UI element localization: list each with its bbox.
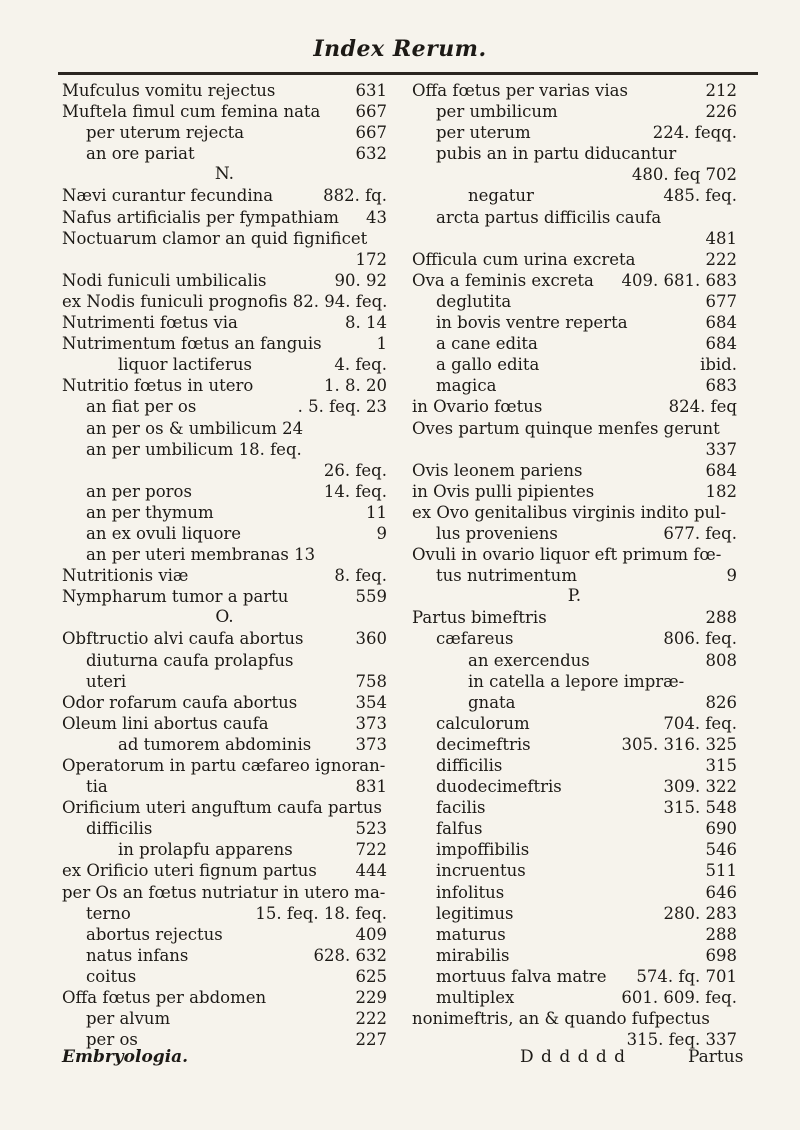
page-ref: 373 bbox=[355, 734, 387, 754]
entry-term: Nafus artificialis per fympathiam bbox=[62, 207, 339, 227]
page-ref: . 5. feq. 23 bbox=[297, 397, 387, 417]
index-entry bbox=[412, 903, 737, 924]
index-entry bbox=[62, 80, 387, 101]
page-ref: 305. 316. 325 bbox=[621, 734, 737, 754]
page-ref: 1 bbox=[376, 334, 387, 354]
index-entry bbox=[412, 80, 737, 101]
page-ref: 684 bbox=[705, 460, 737, 480]
page-ref: 4. feq. bbox=[334, 355, 387, 375]
page-ref: 684 bbox=[705, 313, 737, 333]
entry-term: natus infans bbox=[86, 945, 189, 965]
page-ref: 1. 8. 20 bbox=[324, 376, 387, 396]
index-entry bbox=[62, 945, 387, 966]
index-entry bbox=[412, 164, 737, 185]
entry-term: per uterum rejecta bbox=[86, 123, 245, 143]
entry-term: decimeftris bbox=[436, 734, 531, 754]
entry-term: Offa fœtus per varias vias bbox=[412, 81, 628, 100]
entry-term: in bovis ventre reperta bbox=[436, 313, 628, 333]
entry-term: legitimus bbox=[436, 903, 514, 923]
index-entry bbox=[412, 565, 737, 586]
index-entry bbox=[62, 860, 387, 881]
index-entry bbox=[62, 628, 387, 649]
entry-term: infolitus bbox=[436, 882, 505, 902]
entry-term: Nutrimenti fœtus via bbox=[62, 313, 238, 333]
index-entry bbox=[62, 185, 387, 206]
page-ref: 667 bbox=[355, 123, 387, 143]
index-entry bbox=[62, 839, 387, 860]
page-ref: 559 bbox=[355, 587, 387, 607]
entry-term: liquor lactiferus bbox=[118, 355, 252, 375]
index-entry bbox=[62, 671, 387, 692]
page-ref: 444 bbox=[355, 861, 387, 881]
entry-term: gnata bbox=[468, 692, 516, 712]
entry-term: in catella a lepore impræ- bbox=[468, 671, 685, 691]
letter-heading bbox=[62, 607, 387, 628]
index-entry bbox=[62, 418, 387, 439]
entry-term: an per os & umbilicum 24 bbox=[86, 418, 304, 438]
entry-term: an ore pariat bbox=[86, 144, 195, 164]
page-ref: 337 bbox=[705, 439, 737, 459]
page-ref: 212 bbox=[705, 81, 737, 100]
entry-term: cæfareus bbox=[436, 629, 514, 649]
index-entry bbox=[62, 987, 387, 1008]
entry-term: arcta partus difficilis caufa bbox=[436, 207, 662, 227]
index-entry bbox=[62, 270, 387, 291]
page-ref: 182 bbox=[705, 481, 737, 501]
page-ref: 704. feq. bbox=[663, 713, 737, 733]
entry-term: Obftructio alvi caufa abortus bbox=[62, 629, 304, 649]
index-entry bbox=[62, 143, 387, 164]
page-ref: 481 bbox=[705, 228, 737, 248]
index-entry bbox=[62, 333, 387, 354]
entry-term: tus nutrimentum bbox=[436, 566, 577, 586]
entry-term: terno bbox=[86, 903, 131, 923]
index-entry bbox=[412, 143, 737, 164]
entry-term: tia bbox=[86, 777, 108, 797]
page-ref: 824. feq bbox=[668, 397, 737, 417]
entry-term: Nutrimentum fœtus an fanguis bbox=[62, 334, 322, 354]
entry-term: lus proveniens bbox=[436, 523, 558, 543]
entry-term: Oleum lini abortus caufa bbox=[62, 713, 269, 733]
entry-term: Ovuli in ovario liquor eft primum fœ- bbox=[412, 545, 722, 565]
index-entry bbox=[412, 101, 737, 122]
index-entry bbox=[62, 903, 387, 924]
index-entry bbox=[62, 650, 387, 671]
entry-term: per os bbox=[86, 1030, 138, 1050]
page-ref: 690 bbox=[705, 819, 737, 839]
entry-term: ex Nodis funiculi prognofis 82. 94. feq. bbox=[62, 291, 388, 311]
entry-term: Ova a feminis excreta bbox=[412, 270, 594, 290]
page-ref: 315 bbox=[705, 756, 737, 775]
index-entry bbox=[412, 354, 737, 375]
entry-term: per Os an fœtus nutriatur in utero ma- bbox=[62, 882, 386, 902]
index-entry bbox=[62, 818, 387, 839]
entry-term: Partus bimeftris bbox=[412, 608, 547, 628]
index-entry bbox=[412, 375, 737, 396]
index-entry bbox=[412, 1008, 737, 1029]
entry-term: an per uteri membranas 13 bbox=[86, 545, 316, 565]
index-entry bbox=[412, 460, 737, 481]
entry-term: impoffibilis bbox=[436, 840, 530, 860]
page-ref: 315. 548 bbox=[663, 798, 737, 818]
page-ref: 625 bbox=[355, 966, 387, 986]
index-entry bbox=[412, 396, 737, 417]
page-ref: 646 bbox=[705, 882, 737, 902]
entry-term: duodecimeftris bbox=[436, 777, 562, 797]
entry-term: nonimeftris, an & quando fufpectus bbox=[412, 1009, 710, 1029]
page-ref: 667 bbox=[355, 102, 387, 122]
index-entry bbox=[62, 713, 387, 734]
index-entry bbox=[62, 523, 387, 544]
index-entry bbox=[412, 839, 737, 860]
page-ref: 224. feqq. bbox=[652, 123, 737, 143]
entry-term: incruentus bbox=[436, 861, 526, 881]
entry-term: Oves partum quinque menfes gerunt bbox=[412, 418, 720, 438]
page-ref: 288 bbox=[705, 924, 737, 944]
right-column bbox=[412, 80, 737, 1050]
page-ref: 222 bbox=[355, 1009, 387, 1029]
index-entry bbox=[412, 607, 737, 628]
page-ref: 684 bbox=[705, 334, 737, 354]
page-ref: 683 bbox=[705, 376, 737, 396]
index-entry bbox=[62, 776, 387, 797]
page-ref: 631 bbox=[355, 81, 387, 100]
index-entry bbox=[412, 860, 737, 881]
entry-term: Nympharum tumor a partu bbox=[62, 587, 289, 607]
index-entry bbox=[412, 544, 737, 565]
entry-term: Ovis leonem pariens bbox=[412, 460, 583, 480]
entry-term: negatur bbox=[468, 186, 534, 206]
entry-term: Offa fœtus per abdomen bbox=[62, 988, 267, 1008]
index-entry bbox=[62, 375, 387, 396]
entry-term: N. bbox=[214, 164, 235, 185]
index-entry bbox=[412, 776, 737, 797]
entry-term: Noctuarum clamor an quid fignificet bbox=[62, 228, 368, 248]
entry-term: coitus bbox=[86, 966, 137, 986]
index-entry bbox=[62, 1008, 387, 1029]
index-entry bbox=[412, 628, 737, 649]
entry-term: Nodi funiculi umbilicalis bbox=[62, 270, 267, 290]
entry-term: Nævi curantur fecundina bbox=[62, 186, 274, 206]
entry-term: mortuus falva matre bbox=[436, 966, 607, 986]
page-ref: 227 bbox=[355, 1030, 387, 1050]
index-entry bbox=[62, 439, 387, 460]
entry-term: pubis an in partu diducantur bbox=[436, 144, 677, 164]
index-entry bbox=[412, 924, 737, 945]
page-ref: ibid. bbox=[700, 355, 737, 375]
index-entry bbox=[412, 755, 737, 776]
catchword-right: Partus bbox=[688, 1047, 744, 1067]
entry-term: per alvum bbox=[86, 1009, 171, 1029]
index-entry bbox=[412, 818, 737, 839]
page-ref: 480. feq 702 bbox=[631, 165, 737, 185]
index-entry bbox=[62, 586, 387, 607]
entry-term: calculorum bbox=[436, 713, 530, 733]
entry-term: per uterum bbox=[436, 123, 531, 143]
index-entry bbox=[412, 650, 737, 671]
entry-term: ad tumorem abdominis bbox=[118, 734, 312, 754]
entry-term: magica bbox=[436, 376, 497, 396]
index-entry bbox=[412, 228, 737, 249]
index-entry bbox=[412, 987, 737, 1008]
page-ref: 8. feq. bbox=[334, 566, 387, 586]
page-ref: 722 bbox=[355, 840, 387, 860]
index-entry bbox=[62, 734, 387, 755]
entry-term: an ex ovuli liquore bbox=[86, 523, 242, 543]
page-ref: 758 bbox=[355, 671, 387, 691]
index-entry bbox=[62, 396, 387, 417]
entry-term: per umbilicum bbox=[436, 102, 558, 122]
header-rule bbox=[58, 72, 758, 75]
index-entry bbox=[412, 439, 737, 460]
index-entry bbox=[62, 692, 387, 713]
entry-term: an per poros bbox=[86, 481, 192, 501]
page-ref: 8. 14 bbox=[345, 313, 387, 333]
page-ref: 11 bbox=[366, 502, 387, 522]
entry-term: an per umbilicum 18. feq. bbox=[86, 439, 302, 459]
signature-mark: D d d d d d bbox=[520, 1047, 627, 1067]
page-ref: 523 bbox=[355, 819, 387, 839]
index-entry bbox=[412, 945, 737, 966]
page-ref: 222 bbox=[705, 249, 737, 269]
page-ref: 826 bbox=[705, 692, 737, 712]
page-ref: 354 bbox=[355, 692, 387, 712]
entry-term: Operatorum in partu cæfareo ignoran- bbox=[62, 756, 386, 775]
entry-term: difficilis bbox=[436, 756, 503, 775]
index-entry bbox=[412, 481, 737, 502]
index-entry bbox=[412, 502, 737, 523]
index-entry bbox=[412, 713, 737, 734]
page-ref: 831 bbox=[355, 777, 387, 797]
index-entry bbox=[412, 882, 737, 903]
entry-term: deglutita bbox=[436, 291, 512, 311]
index-entry bbox=[412, 797, 737, 818]
page-ref: 26. feq. bbox=[323, 460, 387, 480]
index-entry bbox=[62, 544, 387, 565]
page-ref: 409 bbox=[355, 924, 387, 944]
index-entry bbox=[412, 523, 737, 544]
entry-term: ex Orificio uteri fignum partus bbox=[62, 861, 317, 881]
page-ref: 677 bbox=[705, 291, 737, 311]
index-entry bbox=[412, 249, 737, 270]
page-ref: 43 bbox=[366, 207, 387, 227]
running-head: Index Rerum. bbox=[313, 36, 487, 62]
page-ref: 373 bbox=[355, 713, 387, 733]
index-entry bbox=[412, 270, 737, 291]
page-ref: 698 bbox=[705, 945, 737, 965]
entry-term: Nutritionis viæ bbox=[62, 566, 189, 586]
page-ref: 882. fq. bbox=[323, 186, 387, 206]
entry-term: falfus bbox=[436, 819, 483, 839]
entry-term: an exercendus bbox=[468, 650, 590, 670]
entry-term: Nutritio fœtus in utero bbox=[62, 376, 254, 396]
entry-term: Officula cum urina excreta bbox=[412, 249, 636, 269]
page-ref: 315. feq. 337 bbox=[626, 1030, 737, 1050]
entry-term: uteri bbox=[86, 671, 127, 691]
index-entry bbox=[412, 734, 737, 755]
index-entry bbox=[62, 797, 387, 818]
index-entry bbox=[412, 312, 737, 333]
entry-term: a gallo edita bbox=[436, 355, 540, 375]
page-ref: 808 bbox=[705, 650, 737, 670]
page-ref: 288 bbox=[705, 608, 737, 628]
page-ref: 806. feq. bbox=[663, 629, 737, 649]
entry-term: facilis bbox=[436, 798, 486, 818]
page-ref: 485. feq. bbox=[663, 186, 737, 206]
page-ref: 226 bbox=[705, 102, 737, 122]
index-entry bbox=[412, 966, 737, 987]
page-ref: 601. 609. feq. bbox=[621, 988, 737, 1008]
index-entry bbox=[412, 692, 737, 713]
index-entry bbox=[62, 207, 387, 228]
entry-term: Odor rofarum caufa abortus bbox=[62, 692, 298, 712]
index-entry bbox=[62, 924, 387, 945]
left-column bbox=[62, 80, 387, 1050]
index-entry bbox=[62, 312, 387, 333]
index-entry bbox=[412, 122, 737, 143]
letter-heading bbox=[412, 586, 737, 607]
page-ref: 511 bbox=[705, 861, 737, 881]
entry-term: multiplex bbox=[436, 988, 515, 1008]
index-entry bbox=[62, 354, 387, 375]
page-ref: 632 bbox=[355, 144, 387, 164]
page-ref: 546 bbox=[705, 840, 737, 860]
entry-term: in Ovis pulli pipientes bbox=[412, 481, 595, 501]
index-entry bbox=[62, 755, 387, 776]
page-ref: 309. 322 bbox=[663, 777, 737, 797]
page-ref: 574. fq. 701 bbox=[636, 966, 737, 986]
index-entry bbox=[62, 565, 387, 586]
index-entry bbox=[412, 291, 737, 312]
index-entry bbox=[62, 122, 387, 143]
page-ref: 409. 681. 683 bbox=[621, 270, 737, 290]
entry-term: abortus rejectus bbox=[86, 924, 223, 944]
index-entry bbox=[62, 966, 387, 987]
entry-term: an fiat per os bbox=[86, 397, 197, 417]
entry-term: O. bbox=[215, 607, 234, 628]
index-entry bbox=[62, 882, 387, 903]
entry-term: P. bbox=[567, 586, 582, 607]
index-entry bbox=[62, 502, 387, 523]
page-ref: 14. feq. bbox=[323, 481, 387, 501]
page-ref: 90. 92 bbox=[334, 270, 387, 290]
page-ref: 628. 632 bbox=[313, 945, 387, 965]
index-entry bbox=[412, 333, 737, 354]
index-entry bbox=[62, 291, 387, 312]
index-entry bbox=[62, 460, 387, 481]
index-entry bbox=[62, 101, 387, 122]
entry-term: in Ovario fœtus bbox=[412, 397, 543, 417]
entry-term: Muftela fimul cum femina nata bbox=[62, 102, 321, 122]
index-entry bbox=[412, 207, 737, 228]
index-entry bbox=[62, 228, 387, 249]
entry-term: ex Ovo genitalibus virginis indito pul- bbox=[412, 502, 727, 522]
entry-term: a cane edita bbox=[436, 334, 538, 354]
catchword-left: Embryologia. bbox=[62, 1047, 189, 1067]
entry-term: mirabilis bbox=[436, 945, 510, 965]
page-ref: 229 bbox=[355, 988, 387, 1008]
page-ref: 280. 283 bbox=[663, 903, 737, 923]
entry-term: difficilis bbox=[86, 819, 153, 839]
entry-term: Mufculus vomitu rejectus bbox=[62, 81, 276, 100]
index-entry bbox=[412, 418, 737, 439]
page-ref: 172 bbox=[355, 249, 387, 269]
index-entry bbox=[62, 481, 387, 502]
page-ref: 9 bbox=[726, 566, 737, 586]
entry-term: maturus bbox=[436, 924, 506, 944]
entry-term: diuturna caufa prolapfus bbox=[86, 650, 294, 670]
index-entry bbox=[412, 671, 737, 692]
page-ref: 360 bbox=[355, 629, 387, 649]
entry-term: Orificium uteri anguftum caufa partus bbox=[62, 798, 382, 818]
index-entry bbox=[412, 185, 737, 206]
entry-term: in prolapfu apparens bbox=[118, 840, 293, 860]
page-ref: 15. feq. 18. feq. bbox=[255, 903, 387, 923]
page-ref: 677. feq. bbox=[663, 523, 737, 543]
index-entry bbox=[62, 249, 387, 270]
entry-term: an per thymum bbox=[86, 502, 214, 522]
page-ref: 9 bbox=[376, 523, 387, 543]
letter-heading bbox=[62, 164, 387, 185]
